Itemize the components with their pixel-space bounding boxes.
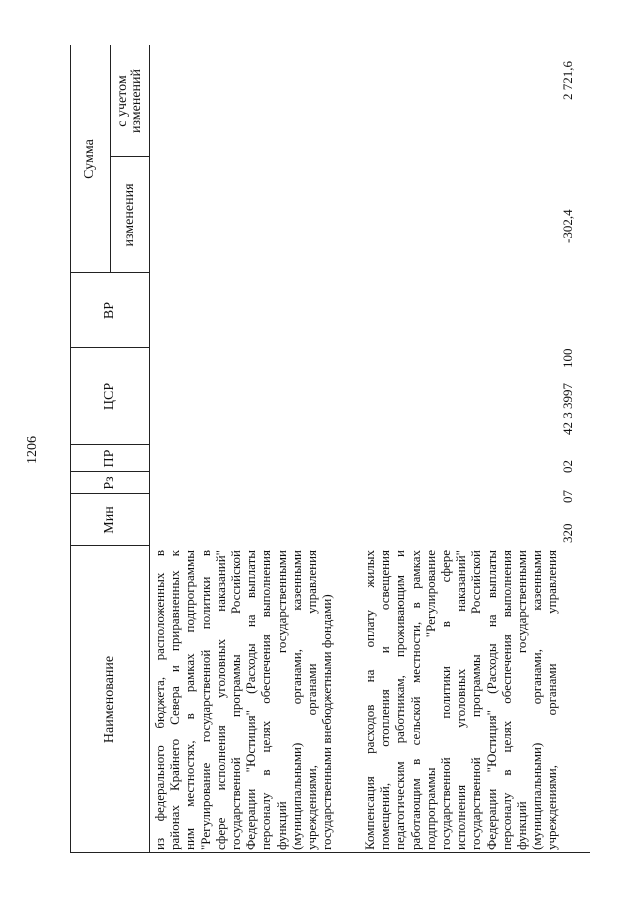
target-article-code: 42 3 3997 <box>560 383 575 435</box>
name-line: Федерации "Юстиция" (Расходы на выплаты <box>243 550 259 850</box>
table-row-name <box>362 550 560 850</box>
name-line: государственными внебюджетными фондами) <box>319 594 335 850</box>
name-line: функций государственными <box>514 550 530 850</box>
name-line: "Регулирование государственной политики в <box>197 550 213 850</box>
amount-with-changes: 2 721,6 <box>560 61 575 100</box>
name-line: районах Крайнего Севера и приравненных к <box>167 550 183 850</box>
name-line: из федерального бюджета, расположенных в <box>152 550 167 850</box>
table-row-name <box>152 550 334 850</box>
name-line: (муниципальными) органами, казенными <box>529 550 545 850</box>
name-line: (муниципальными) органами, казенными <box>288 550 304 850</box>
section-code: 07 <box>560 490 575 503</box>
name-line: помещений, отопления и освещения <box>377 550 393 850</box>
name-line: учреждениями, органами управления <box>544 550 560 850</box>
name-line: функций государственными <box>273 550 289 850</box>
header-subsection: ПР <box>102 449 117 468</box>
page-number: 1206 <box>25 436 40 464</box>
budget-table <box>70 45 590 853</box>
name-line: учреждениями, органами управления <box>304 550 320 850</box>
name-line: государственной программы Российской <box>468 550 484 850</box>
header-section: Рз <box>102 476 117 490</box>
name-line: государственной политики в сфере <box>438 550 454 850</box>
name-line: педагогическим работникам, проживающим и <box>392 550 408 850</box>
header-target-article: ЦСР <box>102 382 117 411</box>
name-line: исполнения уголовных наказаний" <box>453 550 469 850</box>
header-name: Наименование <box>102 655 117 744</box>
name-line: ним местностях, в рамках подпрограммы <box>182 550 198 850</box>
header-sum: Сумма <box>82 139 97 179</box>
name-line: подпрограммы "Регулирование <box>422 550 438 850</box>
header-expense-type: ВР <box>102 301 117 320</box>
header-with-changes: с учетом изменений <box>115 68 144 134</box>
header-ministry: Мин <box>102 506 117 534</box>
expense-type-code: 100 <box>560 348 575 368</box>
name-line: сфере исполнения уголовных наказаний" <box>212 550 228 850</box>
name-line: Компенсация расходов на оплату жилых <box>362 550 377 850</box>
name-line: персоналу в целях обеспечения выполнения <box>258 550 274 850</box>
amount-changes: -302,4 <box>560 209 575 243</box>
header-changes: изменения <box>122 183 137 247</box>
name-line: работающим в сельской местности, в рамках <box>407 550 423 850</box>
name-line: Федерации "Юстиция" (Расходы на выплаты <box>483 550 499 850</box>
name-line: персоналу в целях обеспечения выполнения <box>498 550 514 850</box>
ministry-code: 320 <box>560 523 575 543</box>
name-line: государственной программы Российской <box>228 550 244 850</box>
subsection-code: 02 <box>560 460 575 473</box>
